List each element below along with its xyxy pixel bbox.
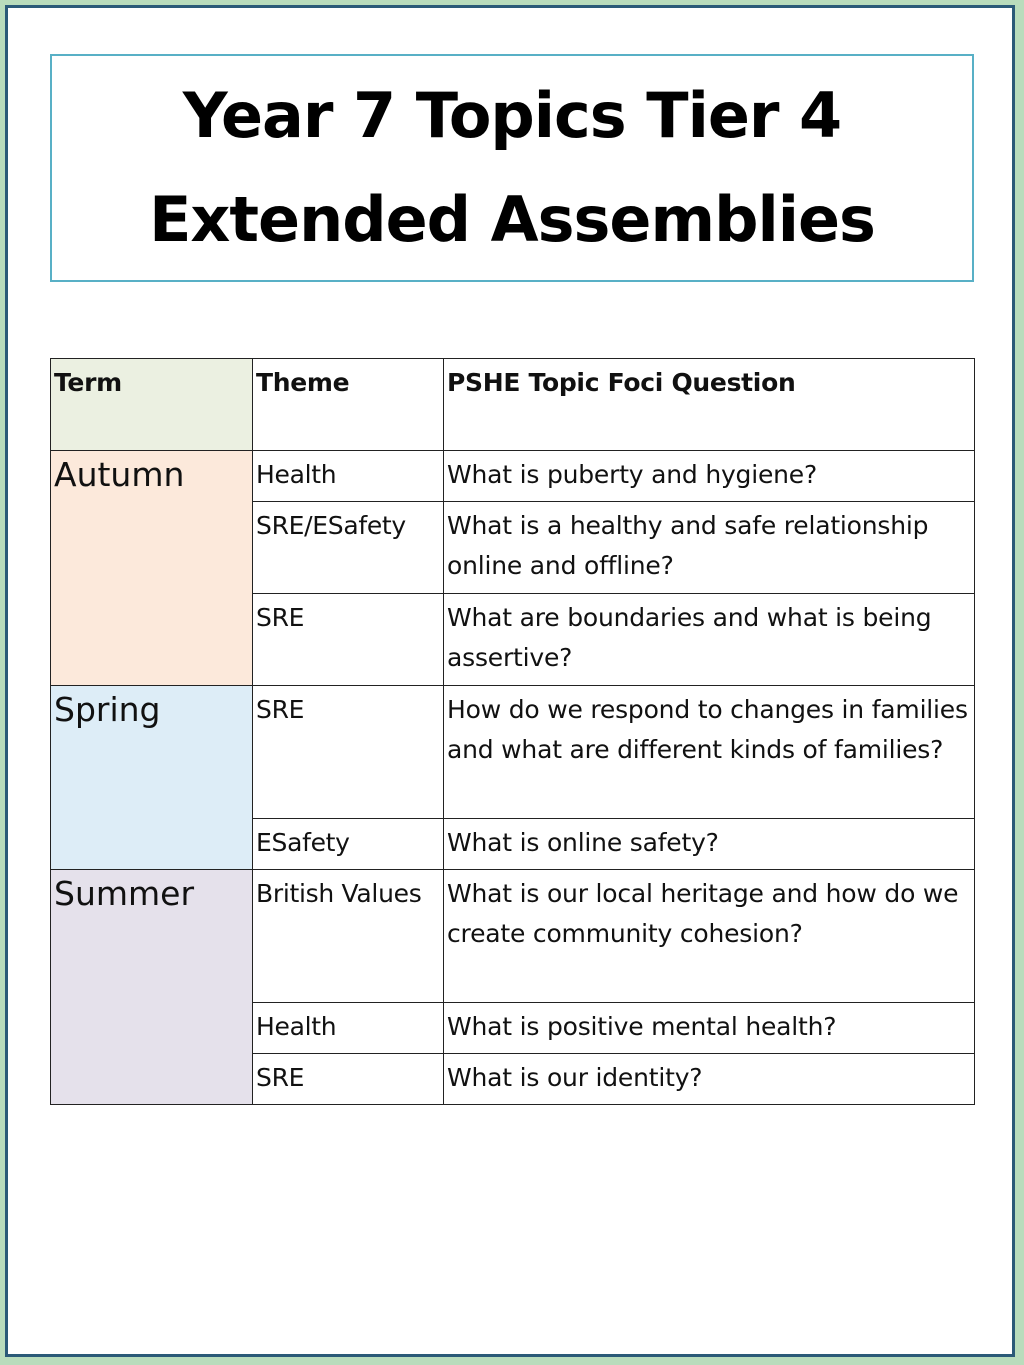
page-frame xyxy=(5,5,1015,1357)
question-cell: What is a healthy and safe relationship online and offline? xyxy=(444,502,975,594)
theme-cell: SRE xyxy=(253,1054,444,1105)
question-cell: What is our local heritage and how do we create community cohesion? xyxy=(444,870,975,1003)
page-content xyxy=(8,8,1012,1354)
topics-table xyxy=(50,358,975,1105)
question-cell: What is our identity? xyxy=(444,1054,975,1105)
question-cell: What is positive mental health? xyxy=(444,1003,975,1054)
question-cell: How do we respond to changes in families and what are different kinds of families? xyxy=(444,686,975,819)
question-cell: What is puberty and hygiene? xyxy=(444,451,975,502)
term-spring: Spring xyxy=(51,686,253,870)
theme-cell: British Values xyxy=(253,870,444,1003)
theme-cell: Health xyxy=(253,1003,444,1054)
question-cell: What is online safety? xyxy=(444,819,975,870)
title-box xyxy=(50,54,974,282)
header-term: Term xyxy=(51,359,253,451)
term-summer: Summer xyxy=(51,870,253,1105)
header-theme: Theme xyxy=(253,359,444,451)
table-row xyxy=(51,686,975,819)
header-question: PSHE Topic Foci Question xyxy=(444,359,975,451)
page-title-line-2: Extended Assemblies xyxy=(149,183,875,256)
theme-cell: SRE xyxy=(253,686,444,819)
theme-cell: Health xyxy=(253,451,444,502)
question-cell: What are boundaries and what is being assertive? xyxy=(444,594,975,686)
theme-cell: ESafety xyxy=(253,819,444,870)
table-row xyxy=(51,451,975,502)
page-title-line-1: Year 7 Topics Tier 4 xyxy=(182,79,842,152)
theme-cell: SRE xyxy=(253,594,444,686)
theme-cell: SRE/ESafety xyxy=(253,502,444,594)
term-autumn: Autumn xyxy=(51,451,253,686)
table-row xyxy=(51,870,975,1003)
table-header-row xyxy=(51,359,975,451)
